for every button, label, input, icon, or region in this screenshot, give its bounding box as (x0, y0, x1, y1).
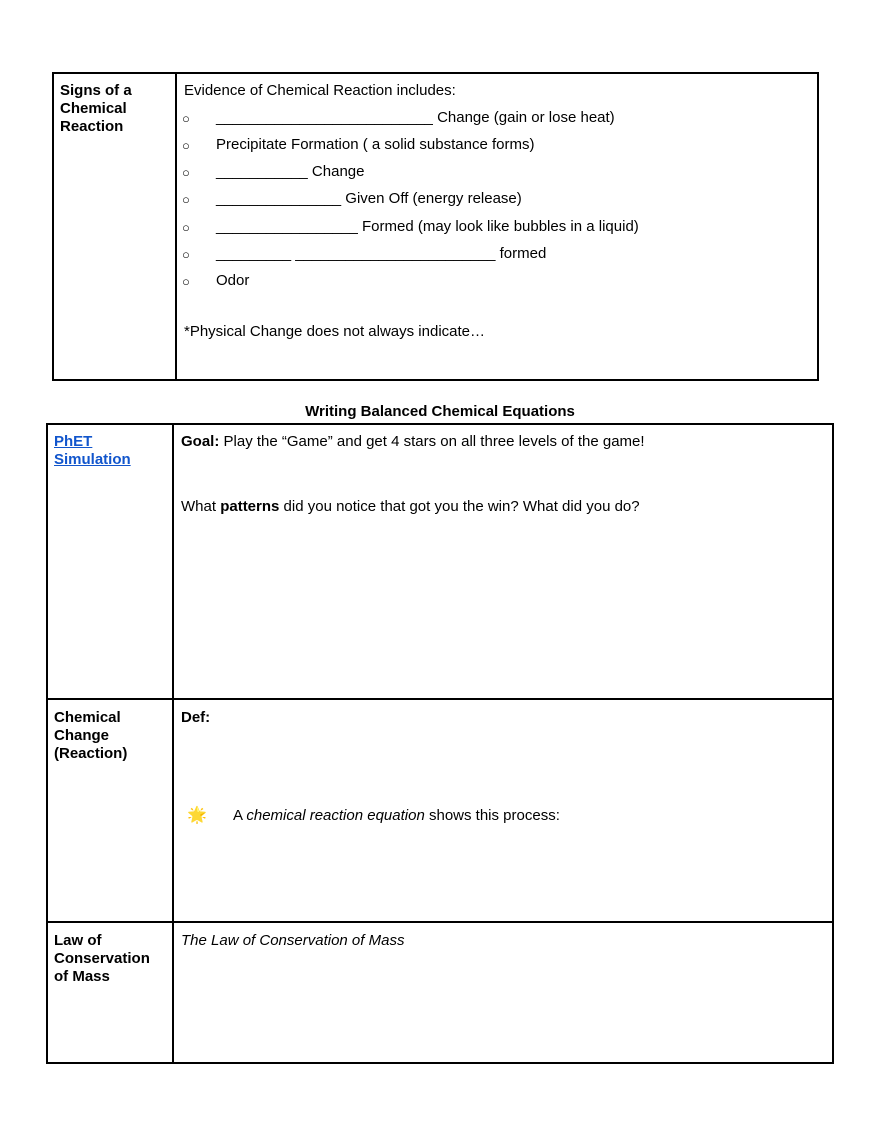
eq-italic: chemical reaction equation (246, 807, 425, 824)
patterns-question (181, 498, 640, 516)
phet-link-cell (54, 433, 154, 469)
bullet-icon: ○ (182, 247, 190, 262)
law-text: The Law of Conservation of Mass (181, 932, 405, 949)
equation-text (233, 807, 560, 825)
star-icon: 🌟 (187, 807, 207, 824)
divider (46, 698, 834, 700)
chem-change-label: Chemical Change (Reaction) (54, 709, 128, 762)
goal-text (181, 433, 645, 451)
list-item: Precipitate Formation ( a solid substance forms) (216, 136, 535, 153)
list-item: Odor (216, 272, 250, 289)
bullet-icon: ○ (182, 220, 190, 235)
section-title: Writing Balanced Chemical Equations (305, 403, 575, 420)
def-label: Def: (181, 709, 211, 726)
bullet-icon: ○ (182, 138, 190, 153)
signs-intro: Evidence of Chemical Reaction includes: (184, 82, 456, 99)
q-post: did you notice that got you the win? What did you do? (279, 498, 640, 515)
q-bold: patterns (220, 498, 280, 515)
divider (175, 72, 177, 381)
bullet-icon: ○ (182, 274, 190, 289)
list-item: _________________ Formed (may look like bubbles in a liquid) (216, 218, 639, 235)
goal-body: Play the “Game” and get 4 stars on all three levels of the game! (219, 433, 645, 450)
list-item: _______________ Given Off (energy release) (216, 190, 522, 207)
signs-note: *Physical Change does not always indicate… (184, 323, 486, 340)
q-pre: What (181, 498, 221, 515)
list-item: _________ ________________________ formed (216, 245, 547, 262)
list-item: __________________________ Change (gain or lose heat) (216, 109, 615, 126)
bullet-icon: ○ (182, 111, 190, 126)
bullet-icon: ○ (182, 192, 190, 207)
bullet-icon: ○ (182, 165, 190, 180)
goal-label: Goal: (181, 433, 220, 450)
main-table (46, 423, 834, 1064)
law-label: Law of Conservation of Mass (54, 932, 150, 985)
divider (46, 921, 834, 923)
phet-simulation-link[interactable]: PhET Simulation (54, 433, 131, 468)
eq-post: shows this process: (424, 807, 560, 824)
eq-pre: A (233, 807, 247, 824)
signs-label: Signs of a Chemical Reaction (60, 82, 132, 135)
divider (172, 423, 174, 1064)
list-item: ___________ Change (216, 163, 365, 180)
